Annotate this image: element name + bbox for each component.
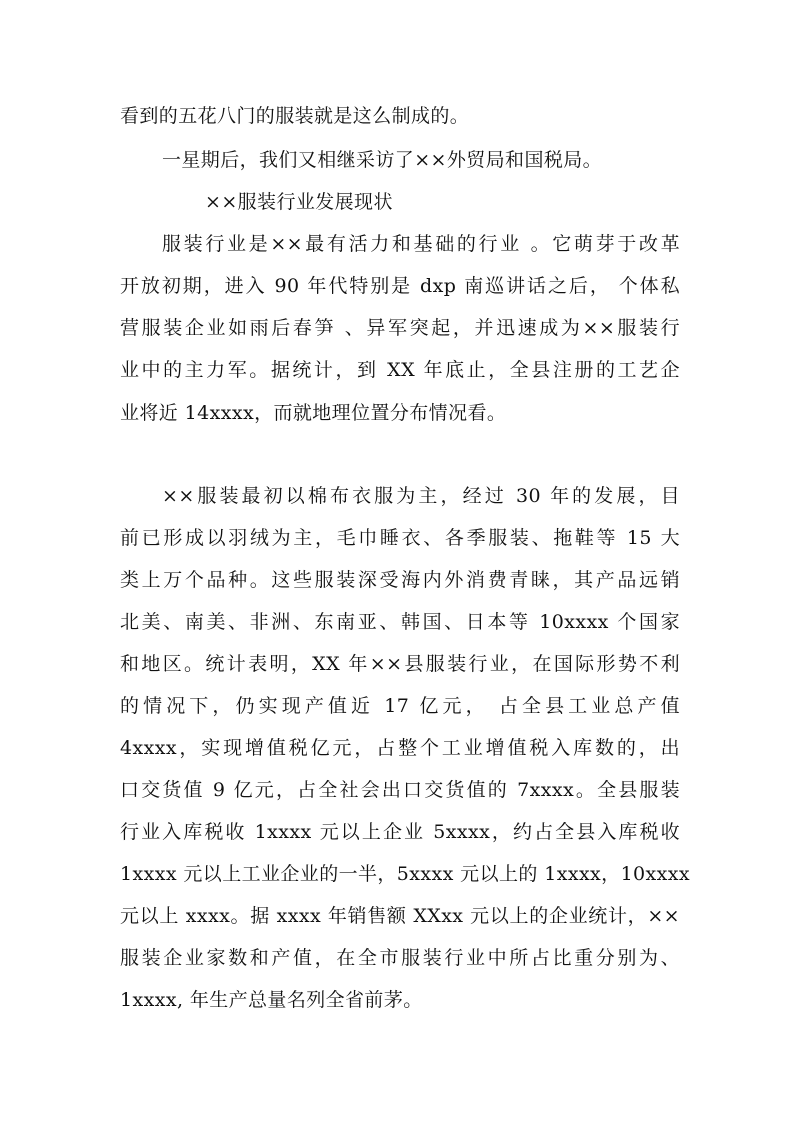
text-line: 看到的五花八门的服装就是这么制成的。: [120, 105, 470, 127]
text-line: 1xxxx, 年生产总量名列全省前茅。: [120, 989, 423, 1011]
text-line: 开放初期，进入 90 年代特别是 dxp 南巡讲话之后， 个体私: [120, 275, 680, 297]
text-line: 服装企业家数和产值，在全市服装行业中所占比重分别为、: [120, 947, 680, 969]
text-line: 一星期后，我们又相继采访了××外贸局和国税局。: [162, 149, 603, 171]
text-line: 和地区。统计表明，XX 年××县服装行业，在国际形势不利: [120, 653, 680, 675]
text-line: 口交货值 9 亿元，占全社会出口交货值的 7xxxx。全县服装: [120, 779, 680, 801]
text-line: 类上万个品种。这些服装深受海内外消费青睐，其产品远销: [120, 569, 680, 591]
text-line: 4xxxx，实现增值税亿元，占整个工业增值税入库数的，出: [120, 737, 680, 759]
text-line: 前已形成以羽绒为主，毛巾睡衣、各季服装、拖鞋等 15 大: [120, 527, 680, 549]
text-line: ××服装最初以棉布衣服为主，经过 30 年的发展，目: [162, 485, 680, 507]
text-line: 业将近 14xxxx，而就地理位置分布情况看。: [120, 402, 507, 424]
text-line: 1xxxx 元以上工业企业的一半，5xxxx 元以上的 1xxxx，10xxxx: [120, 863, 691, 885]
text-line: 的情况下，仍实现产值近 17 亿元， 占全县工业总产值: [120, 695, 680, 717]
text-line: 行业入库税收 1xxxx 元以上企业 5xxxx，约占全县入库税收: [120, 821, 680, 843]
text-line: 业中的主力军。据统计，到 XX 年底止，全县注册的工艺企: [120, 359, 680, 381]
section-heading: ××服装行业发展现状: [205, 191, 393, 213]
text-line: 北美、南美、非洲、东南亚、韩国、日本等 10xxxx 个国家: [120, 611, 680, 633]
text-line: 营服装企业如雨后春笋 、异军突起，并迅速成为××服装行: [120, 317, 680, 339]
text-line: 元以上 xxxx。据 xxxx 年销售额 XXxx 元以上的企业统计，××: [120, 905, 680, 927]
text-line: 服装行业是××最有活力和基础的行业 。它萌芽于改革: [162, 233, 680, 255]
